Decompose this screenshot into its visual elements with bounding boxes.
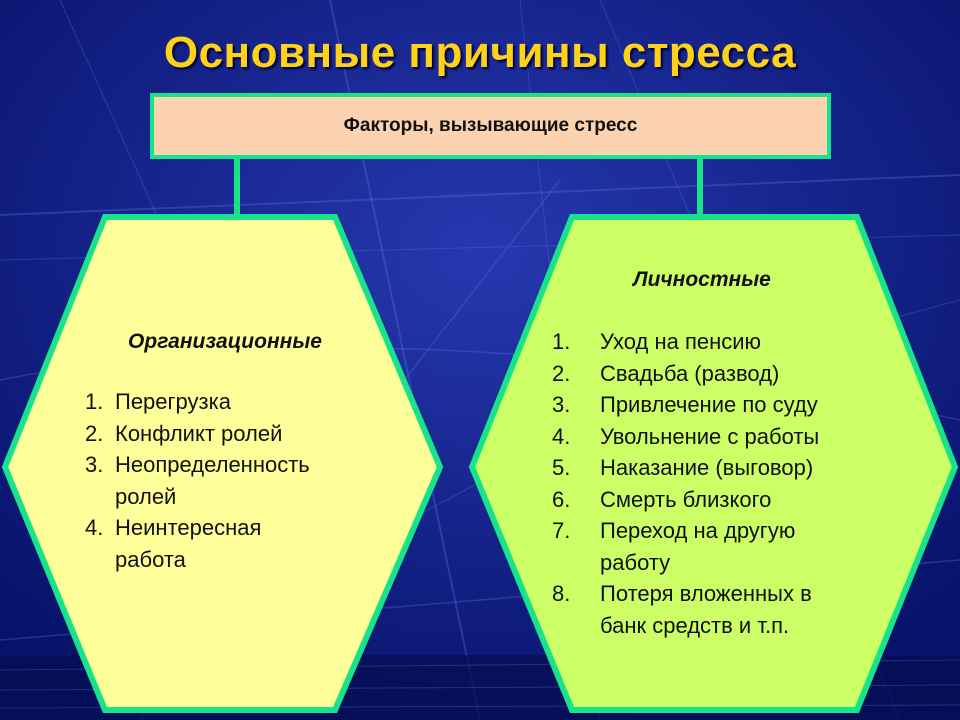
item-text: Смерть близкого (600, 486, 772, 512)
item-text: Привлечение по суду (600, 392, 818, 417)
item-number: 4. (552, 423, 571, 449)
item-number: 4. (85, 515, 104, 540)
list-item (552, 421, 872, 453)
item-number: 5. (552, 455, 571, 480)
list-item (85, 386, 375, 418)
stress-factors-label: Факторы, вызывающие стресс (343, 115, 638, 136)
stress-factors-box (150, 93, 831, 159)
item-number: 3. (552, 392, 571, 417)
item-number: 1. (85, 389, 104, 414)
list-item (552, 578, 872, 641)
item-text: Переход на другую работу (600, 518, 796, 575)
item-number: 2. (85, 420, 104, 446)
item-text: Неопределенность ролей (115, 452, 310, 509)
list-item (552, 389, 872, 421)
item-number: 2. (552, 360, 571, 386)
list-item (85, 418, 375, 450)
list-item (85, 449, 375, 512)
personal-heading: Личностные (633, 268, 771, 291)
organizational-heading: Организационные (128, 330, 322, 353)
personal-factors (552, 268, 872, 641)
item-text: Неинтересная работа (115, 515, 262, 572)
organizational-list (85, 386, 375, 575)
personal-list (552, 326, 872, 641)
connector-left (234, 157, 240, 217)
slide-title: Основные причины стресса (163, 28, 797, 77)
item-text: Потеря вложенных в банк средств и т.п. (600, 581, 812, 638)
item-text: Конфликт ролей (115, 420, 283, 446)
list-item (552, 326, 872, 358)
connector-right (697, 157, 703, 217)
list-item (552, 484, 872, 516)
item-text: Уход на пенсию (600, 329, 762, 354)
item-number: 7. (552, 518, 571, 543)
list-item (552, 358, 872, 390)
item-text: Увольнение с работы (600, 423, 820, 449)
item-text: Перегрузка (115, 389, 231, 414)
item-number: 6. (552, 486, 571, 512)
item-text: Наказание (выговор) (600, 455, 814, 480)
item-number: 3. (85, 452, 104, 477)
item-number: 1. (552, 329, 571, 354)
list-item (85, 512, 375, 575)
list-item (552, 515, 872, 578)
item-text: Свадьба (развод) (600, 360, 780, 386)
organizational-factors (85, 330, 375, 575)
list-item (552, 452, 872, 484)
item-number: 8. (552, 581, 571, 606)
